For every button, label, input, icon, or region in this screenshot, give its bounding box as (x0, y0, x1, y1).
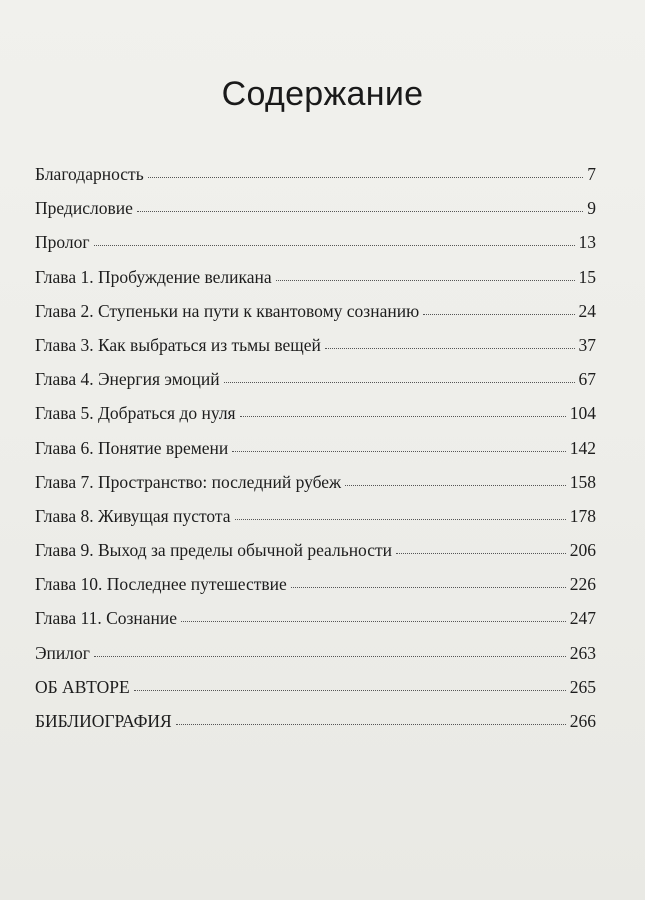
toc-dot-leader (148, 177, 584, 178)
toc-entry-label: Глава 1. Пробуждение великана (35, 266, 272, 287)
toc-entry-label: Глава 7. Пространство: последний рубеж (35, 471, 342, 492)
toc-entry-label: Глава 3. Как выбраться из тьмы вещей (35, 334, 321, 355)
toc-entry-page: 226 (569, 574, 596, 595)
toc-entry-page: 142 (569, 437, 596, 458)
toc-dot-leader (396, 553, 566, 554)
toc-entry (35, 267, 596, 301)
toc-entry (35, 677, 596, 711)
toc-entry-page: 206 (569, 540, 596, 561)
toc-dot-leader (134, 690, 566, 691)
toc-entry-label: Глава 9. Выход за пределы обычной реальности (35, 540, 393, 561)
toc-entry (35, 608, 596, 642)
toc-dot-leader (224, 382, 575, 383)
toc-entry-page: 7 (587, 164, 596, 184)
toc-entry (35, 472, 596, 506)
toc-entry-label: Глава 2. Ступеньки на пути к квантовому сознанию (35, 300, 420, 321)
toc-entry-page: 9 (587, 198, 596, 219)
toc-dot-leader (291, 587, 566, 588)
toc-dot-leader (276, 280, 575, 281)
toc-entry-page: 104 (569, 403, 596, 424)
toc-entry-page: 178 (569, 505, 596, 526)
toc-entry-page: 67 (578, 369, 596, 390)
toc-dot-leader (94, 656, 566, 657)
toc-entry-page: 37 (578, 334, 596, 355)
toc-dot-leader (325, 348, 575, 349)
toc-entry-label: ОБ АВТОРЕ (35, 676, 130, 697)
toc-entry-label: Предисловие (35, 198, 133, 219)
toc-entry-page: 266 (569, 711, 596, 731)
toc-dot-leader (137, 211, 583, 212)
toc-entry-label: Глава 8. Живущая пустота (35, 505, 231, 526)
toc-entry (35, 232, 596, 266)
toc-dot-leader (232, 451, 565, 452)
toc-dot-leader (94, 245, 575, 246)
toc-dot-leader (345, 485, 566, 486)
toc-entry (35, 369, 596, 403)
toc-entry-label: Глава 6. Понятие времени (35, 437, 229, 458)
toc-entry-page: 24 (578, 300, 596, 321)
toc-entry-label: Благодарность (35, 164, 144, 184)
toc-entry-label: Глава 5. Добраться до нуля (35, 403, 236, 424)
toc-dot-leader (181, 621, 566, 622)
toc-entry-page: 13 (578, 232, 596, 253)
toc-entry-page: 15 (578, 266, 596, 287)
toc-entry (35, 335, 596, 369)
toc-entry (35, 164, 596, 198)
toc-entry-page: 158 (569, 471, 596, 492)
toc-entry (35, 540, 596, 574)
toc-dot-leader (176, 724, 566, 725)
toc-entry-page: 247 (569, 608, 596, 629)
toc-entry-label: Пролог (35, 232, 90, 253)
toc-entry-label: БИБЛИОГРАФИЯ (35, 711, 172, 731)
toc-entry-page: 263 (569, 642, 596, 663)
toc-entry (35, 438, 596, 472)
toc-entry (35, 506, 596, 540)
toc-entry (35, 643, 596, 677)
toc-entry (35, 301, 596, 335)
toc-entry-label: Глава 10. Последнее путешествие (35, 574, 287, 595)
toc-entry-label: Эпилог (35, 642, 90, 663)
toc-entry (35, 198, 596, 232)
toc-dot-leader (423, 314, 574, 315)
toc-entry (35, 403, 596, 437)
table-of-contents (35, 164, 596, 745)
toc-entry-page: 265 (569, 676, 596, 697)
toc-dot-leader (235, 519, 566, 520)
page-title: Содержание (221, 74, 424, 113)
toc-entry (35, 574, 596, 608)
toc-dot-leader (240, 416, 566, 417)
toc-entry-label: Глава 4. Энергия эмоций (35, 369, 220, 390)
toc-entry-label: Глава 11. Сознание (35, 608, 178, 629)
toc-entry (35, 711, 596, 745)
